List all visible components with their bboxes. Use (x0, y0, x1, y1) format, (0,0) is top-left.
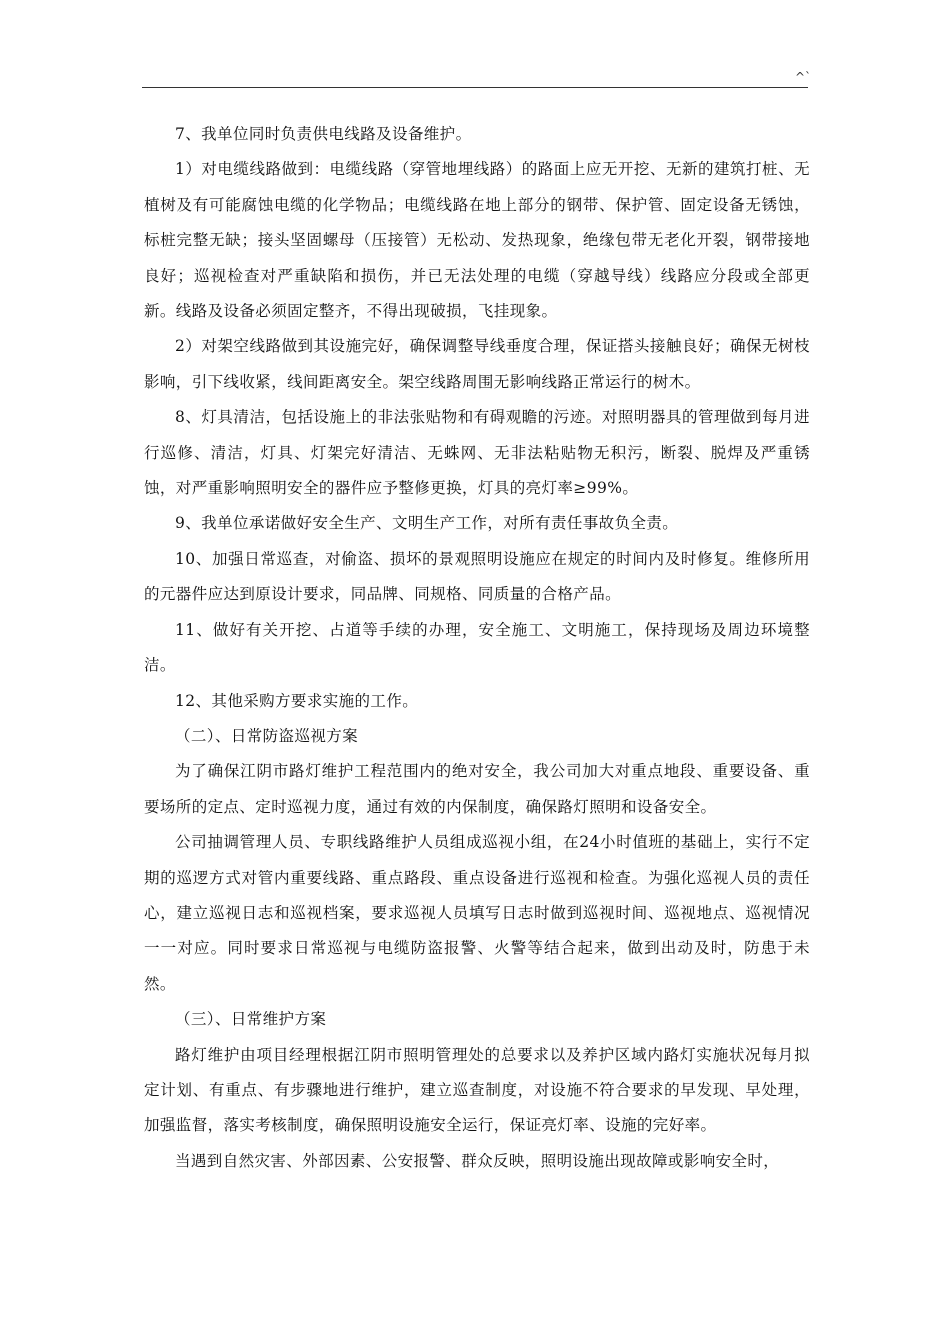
paragraph-overhead-lines: 2）对架空线路做到其设施完好，确保调整导线垂度合理，保证搭头接触良好；确保无树枝影响，引下线收紧，线间距离安全。架空线路周围无影响线路正常运行的树木。 (144, 337, 810, 391)
paragraph-patrol-intro: 为了确保江阴市路灯维护工程范围内的绝对安全，我公司加大对重点地段、重要设备、重要场所的定点、定时巡视力度，通过有效的内保制度，确保路灯照明和设备安全。 (144, 762, 810, 816)
header-mark: ^` (795, 70, 812, 84)
paragraph-item-8: 8、灯具清洁，包括设施上的非法张贴物和有碍观瞻的污迹。对照明器具的管理做到每月进行巡修、清洁，灯具、灯架完好清洁、无蛛网、无非法粘贴物无积污，断裂、脱焊及严重锈蚀，对严重影响照明安全的器件应予整修更换，灯具的亮灯率≥99%。 (144, 408, 810, 498)
paragraph-item-11: 11、做好有关开挖、占道等手续的办理，安全施工、文明施工，保持现场及周边环境整洁。 (144, 620, 810, 675)
header-rule (142, 87, 808, 88)
paragraph-item-12: 12、其他采购方要求实施的工作。 (175, 691, 419, 710)
paragraph-emergency: 当遇到自然灾害、外部因素、公安报警、群众反映，照明设施出现故障或影响安全时， (175, 1151, 780, 1170)
paragraph-item-7: 7、我单位同时负责供电线路及设备维护。 (175, 125, 472, 143)
paragraph-item-9: 9、我单位承诺做好安全生产、文明生产工作，对所有责任事故负全责。 (175, 514, 679, 533)
section-heading-patrol: （二）、日常防盗巡视方案 (175, 726, 359, 745)
paragraph-item-10: 10、加强日常巡查，对偷盗、损坏的景观照明设施应在规定的时间内及时修复。维修所用的元器件应达到原设计要求，同品牌、同规格、同质量的合格产品。 (144, 549, 810, 604)
document-body (144, 117, 810, 1179)
section-heading-maintenance: （三）、日常维护方案 (175, 1010, 327, 1029)
paragraph-patrol-team: 公司抽调管理人员、专职线路维护人员组成巡视小组，在24小时值班的基础上，实行不定期的巡逻方式对管内重要线路、重点路段、重点设备进行巡视和检查。为强化巡视人员的责任心，建立巡视日志和巡视档案，要求巡视人员填写日志时做到巡视时间、巡视地点、巡视情况一一对应。同时要求日常巡视与电缆防盗报警、火警等结合起来，做到出动及时，防患于未然。 (144, 833, 810, 993)
paragraph-cable-lines: 1）对电缆线路做到：电缆线路（穿管地埋线路）的路面上应无开挖、无新的建筑打桩、无植树及有可能腐蚀电缆的化学物品；电缆线路在地上部分的钢带、保护管、固定设备无锈蚀，标桩完整无缺；接头坚固螺母（压接管）无松动、发热现象，绝缘包带无老化开裂，钢带接地良好；巡视检查对严重缺陷和损伤，并已无法处理的电缆（穿越导线）线路应分段或全部更新。线路及设备必须固定整齐，不得出现破损，飞挂现象。 (144, 160, 810, 321)
paragraph-maintenance-plan: 路灯维护由项目经理根据江阴市照明管理处的总要求以及养护区域内路灯实施状况每月拟定计划、有重点、有步骤地进行维护，建立巡查制度，对设施不符合要求的早发现、早处理，加强监督，落实考核制度，确保照明设施安全运行，保证亮灯率、设施的完好率。 (144, 1045, 810, 1135)
